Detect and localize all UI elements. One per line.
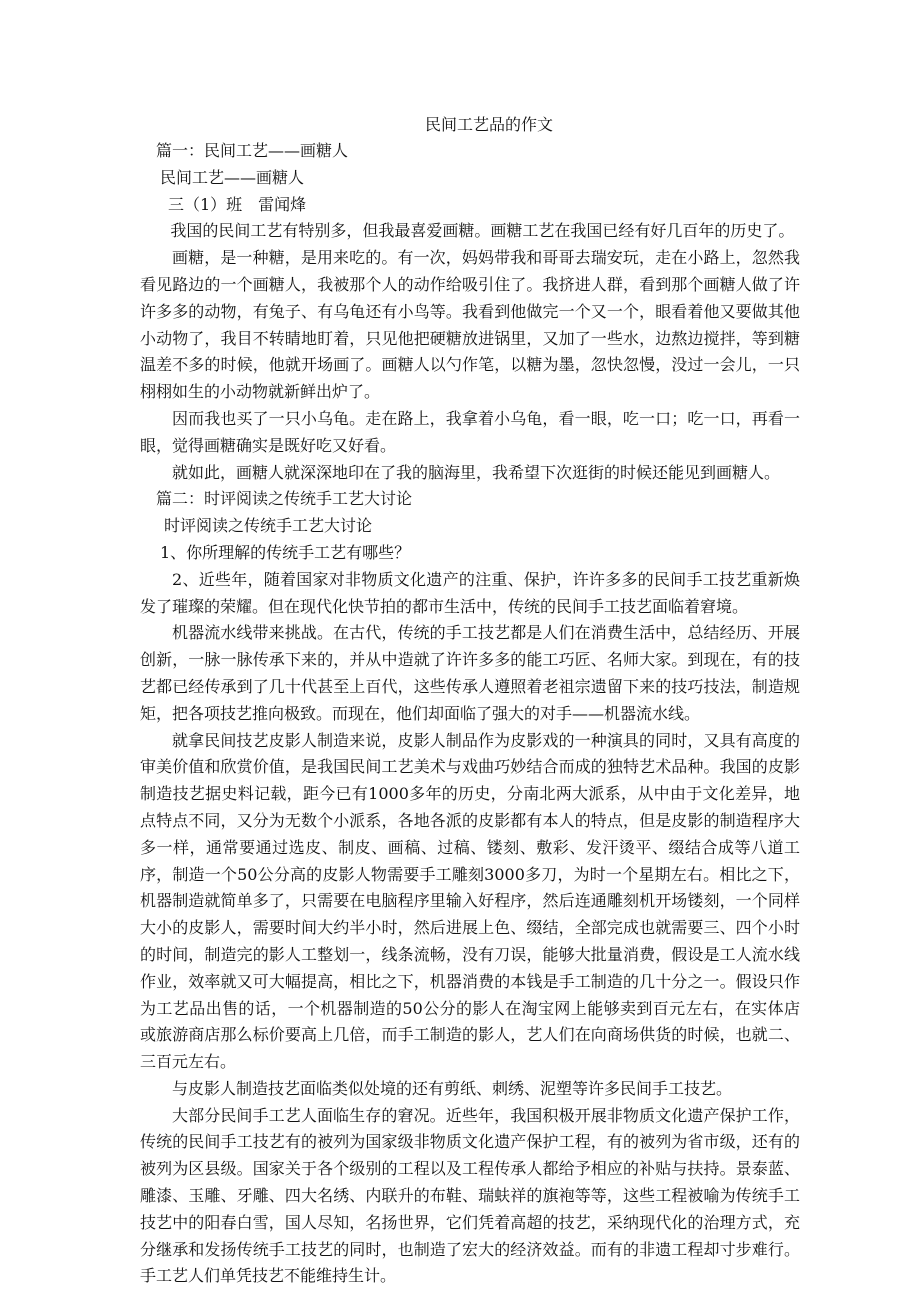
paragraph: 画糖，是一种糖，是用来吃的。有一次，妈妈带我和哥哥去瑞安玩，走在小路上，忽然我看见路边的一个画糖人，我被那个人的动作给吸引住了。我挤进人群，看到那个画糖人做了许许多多的动物，有兔子、有乌龟还有小鸟等。我看到他做完一个又一个，眼看着他又要做其他小动物了，我目不转睛地盯着，只见他把硬糖放进锅里，又加了一些水，边熬边搅拌，等到糖温差不多的时候，他就开场画了。画糖人以勺作笔，以糖为墨，忽快忽慢，没过一会儿，一只栩栩如生的小动物就新鲜出炉了。 <box>140 248 800 402</box>
paragraph: 就如此，画糖人就深深地印在了我的脑海里，我希望下次逛街的时候还能见到画糖人。 <box>172 462 781 482</box>
paragraph: 因而我也买了一只小乌龟。走在路上，我拿着小乌龟，看一眼，吃一口；吃一口，再看一眼，觉得画糖确实是既好吃又好看。 <box>140 408 800 455</box>
paragraph: 与皮影人制造技艺面临类似处境的还有剪纸、刺绣、泥塑等许多民间手工技艺。 <box>172 1078 733 1098</box>
paragraph: 大部分民间手工艺人面临生存的窘况。近些年，我国积极开展非物质文化遗产保护工作，传统的民间手工技艺有的被列为国家级非物质文化遗产保护工程，有的被列为省市级，还有的被列为区县级。国家关于各个级别的工程以及工程传承人都给予相应的补贴与扶持。景泰蓝、雕漆、玉雕、牙雕、四大名绣、内联升的布鞋、瑞蚨祥的旗袍等等，这些工程被喻为传统手工技艺中的阳春白雪，国人尽知，名扬世界，它们凭着高超的技艺，采纳现代化的治理方式，充分继承和发扬传统手工技艺的同时，也制造了宏大的经济效益。而有的非遗工程却寸步难行。手工艺人们单凭技艺不能维持生计。 <box>140 1105 800 1286</box>
paragraph: 我国的民间工艺有特别多，但我最喜爱画糖。画糖工艺在我国已经有好几百年的历史了。 <box>170 221 795 241</box>
paragraph: 机器流水线带来挑战。在古代，传统的手工技艺都是人们在消费生活中，总结经历、开展创新，一脉一脉传承下来的，并从中造就了许许多多的能工巧匠、名师大家。到现在，有的技艺都已经传承到了几十代甚至上百代，这些传承人遵照着老祖宗遗留下来的技巧技法，制造规矩，把各项技艺推向极致。而现在，他们却面临了强大的对手——机器流水线。 <box>140 623 800 723</box>
section1-subtitle: 民间工艺——画糖人 <box>160 167 305 187</box>
document-page <box>140 0 800 1290</box>
section2-subtitle: 时评阅读之传统手工艺大讨论 <box>164 516 373 536</box>
section2-heading: 篇二：时评阅读之传统手工艺大讨论 <box>156 489 413 509</box>
section1-heading: 篇一：民间工艺——画糖人 <box>156 141 349 160</box>
paragraph: 就拿民间技艺皮影人制造来说，皮影人制品作为皮影戏的一种演具的同时，又具有高度的审美价值和欣赏价值，是我国民间工艺美术与戏曲巧妙结合而成的独特艺术品种。我国的皮影制造技艺据史料记载，距今已有1000多年的历史，分南北两大派系，从中由于文化差异，地点特点不同，又分为无数个小派系，各地各派的皮影都有本人的特点，但是皮影的制造程序大多一样，通常要通过选皮、制皮、画稿、过稿、镂刻、敷彩、发汗烫平、缀结合成等八道工序，制造一个50公分高的皮影人物需要手工雕刻3000多刀，为时一个星期左右。相比之下，机器制造就简单多了，只需要在电脑程序里输入好程序，然后连通雕刻机开场镂刻，一个同样大小的皮影人，需要时间大约半小时，然后进展上色、缀结，全部完成也就需要三、四个小时的时间，制造完的影人工整划一，线条流畅，没有刀误，能够大批量消费，假设是工人流水线作业，效率就又可大幅提高，相比之下，机器消费的本钱是手工制造的几十分之一。假设只作为工艺品出售的话，一个机器制造的50公分的影人在淘宝网上能够卖到百元左右，在实体店或旅游商店那么标价要高上几倍，而手工制造的影人，艺人们在向商场供货的时候，也就二、三百元左右。 <box>140 730 800 1072</box>
question-1: 1、你所理解的传统手工艺有哪些？ <box>160 542 411 562</box>
author-line: 三（1）班 雷闻烽 <box>168 194 307 214</box>
document-title: 民间工艺品的作文 <box>424 115 553 134</box>
paragraph: 2、近些年，随着国家对非物质文化遗产的注重、保护，许许多多的民间手工技艺重新焕发了璀璨的荣耀。但在现代化快节拍的都市生活中，传统的民间手工技艺面临着窘境。 <box>140 569 800 616</box>
